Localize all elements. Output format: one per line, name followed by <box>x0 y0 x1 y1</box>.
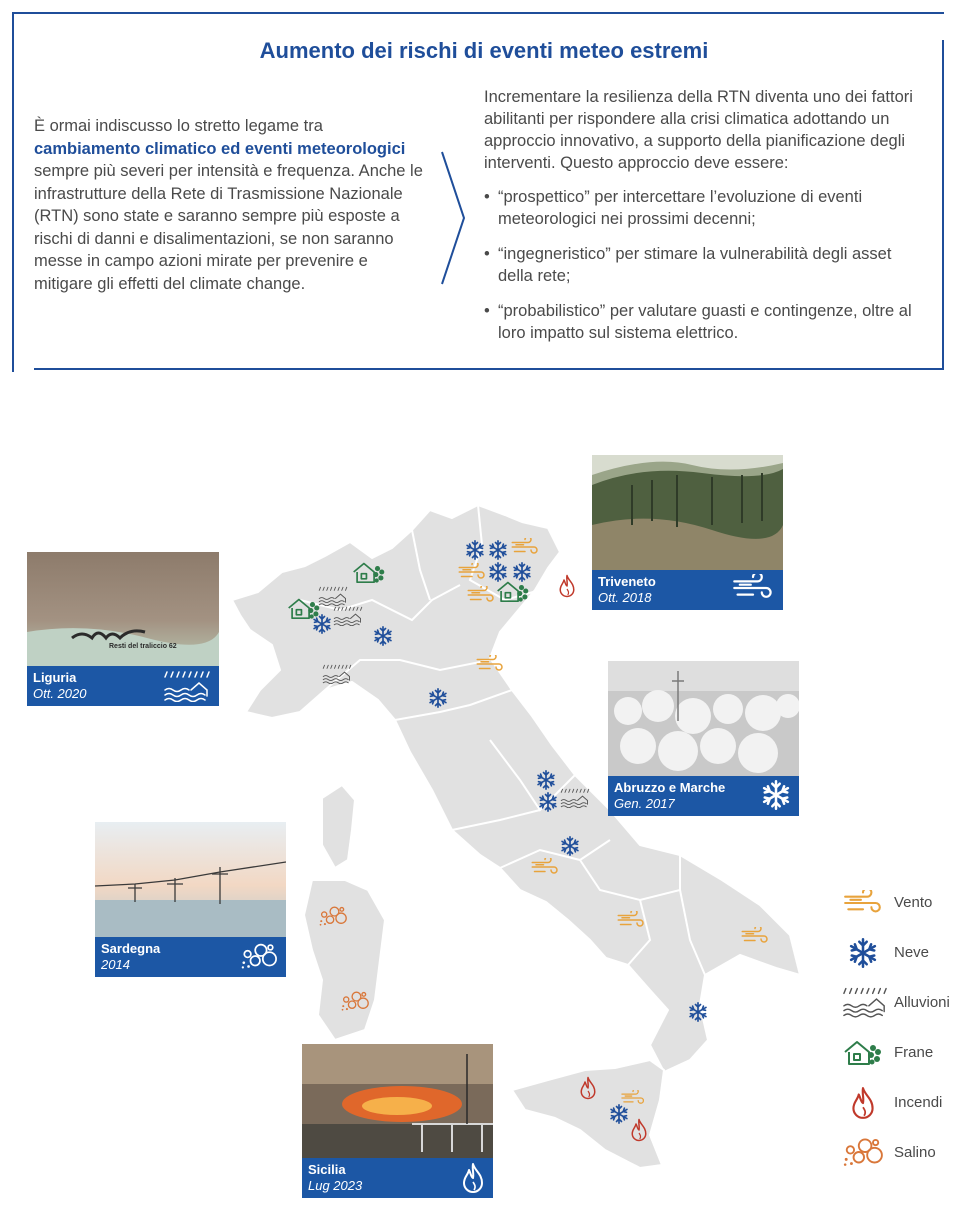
sardinia <box>304 880 385 1040</box>
event-date: Gen. 2017 <box>614 796 675 811</box>
approach-list <box>484 186 924 344</box>
legend-item-frane <box>842 1032 968 1072</box>
neve-icon <box>465 540 485 560</box>
neve-icon <box>761 780 791 810</box>
legend-label: Salino <box>894 1144 936 1161</box>
approach-bullet-ingegneristico: • “ingegneristico” per stimare la vulnerabilità degli asset della rete; <box>484 243 924 287</box>
salino-icon <box>340 990 370 1012</box>
vento-icon <box>731 574 775 602</box>
photo-caption-abruzzo-marche <box>608 776 799 816</box>
photo-card-liguria <box>27 552 219 706</box>
frane-icon <box>496 579 530 603</box>
legend-item-salino <box>842 1132 968 1172</box>
chevron-right-icon <box>438 148 468 288</box>
event-date: 2014 <box>101 957 130 972</box>
legend-label: Incendi <box>894 1094 943 1111</box>
legend-item-neve <box>842 932 968 972</box>
legend-item-vento <box>842 882 968 922</box>
event-place: Abruzzo e Marche <box>614 780 726 795</box>
salino-icon <box>842 1136 884 1168</box>
vento-icon <box>475 655 505 673</box>
neve-icon <box>848 938 878 968</box>
incendi-icon <box>579 1076 597 1100</box>
legend-label: Neve <box>894 944 930 961</box>
frame-line-bottom <box>34 368 944 370</box>
neve-icon <box>688 1002 708 1022</box>
page-title: Aumento dei rischi di eventi meteo estremi <box>259 38 709 63</box>
salino-icon <box>240 941 278 971</box>
vento-icon <box>510 538 540 556</box>
photo-caption-triveneto <box>592 570 783 610</box>
frane-icon <box>352 560 386 584</box>
photo-triveneto <box>592 455 783 570</box>
alluvioni-icon <box>318 586 348 606</box>
vento-icon <box>466 586 496 604</box>
incendi-icon <box>850 1086 876 1120</box>
photo-caption-sardegna <box>95 937 286 977</box>
event-place: Sardegna <box>101 941 161 956</box>
alluvioni-icon <box>163 670 211 702</box>
neve-icon <box>538 792 558 812</box>
neve-icon <box>609 1104 629 1124</box>
event-place: Triveneto <box>598 574 656 589</box>
alluvioni-icon <box>322 664 352 684</box>
photo-card-sicilia <box>302 1044 493 1198</box>
event-date: Ott. 2018 <box>598 590 652 605</box>
photo-card-triveneto <box>592 455 783 610</box>
vento-icon <box>530 858 560 876</box>
vento-icon <box>842 890 884 916</box>
photo-sardegna <box>95 822 286 937</box>
frame-line-top <box>12 12 944 14</box>
incendi-icon <box>461 1162 485 1194</box>
legend-label: Frane <box>894 1044 934 1061</box>
alluvioni-icon <box>842 986 888 1018</box>
neve-icon <box>373 626 393 646</box>
event-place: Sicilia <box>308 1162 346 1177</box>
photo-caption-sicilia <box>302 1158 493 1198</box>
approach-bullet-probabilistico: • “probabilistico” per valutare guasti e contingenze, oltre al loro impatto sul sistema elettrico. <box>484 300 924 344</box>
photo-label: Resti del traliccio 62 <box>109 643 177 650</box>
approach-bullet-prospettico: • “prospettico” per intercettare l’evoluzione di eventi meteorologici nei prossimi decenni; <box>484 186 924 230</box>
neve-icon <box>488 540 508 560</box>
approach-lead: Incrementare la resilienza della RTN diventa uno dei fattori abilitanti per rispondere alla crisi climatica adottando un approccio innovativo, a supporto della pianificazione degli interventi. Questo approccio deve essere: <box>484 88 913 172</box>
vento-icon <box>457 563 487 581</box>
vento-icon <box>740 927 770 945</box>
corsica <box>322 785 355 868</box>
photo-sicilia <box>302 1044 493 1159</box>
intro-text-start: È ormai indiscusso lo stretto legame tra <box>34 117 323 135</box>
vento-icon <box>616 911 646 929</box>
photo-caption-liguria <box>27 666 219 706</box>
photo-card-abruzzo-marche <box>608 661 799 816</box>
neve-icon <box>428 688 448 708</box>
photo-liguria <box>27 552 219 666</box>
photo-card-sardegna <box>95 822 286 977</box>
neve-icon <box>536 770 556 790</box>
salino-icon <box>318 905 348 927</box>
frane-icon <box>842 1038 884 1066</box>
approach-section <box>484 86 924 357</box>
frame-line-left <box>12 12 14 372</box>
incendi-icon <box>558 574 576 598</box>
incendi-icon <box>630 1118 648 1142</box>
neve-icon <box>560 836 580 856</box>
legend-item-incendi <box>842 1082 968 1122</box>
legend-label: Alluvioni <box>894 994 950 1011</box>
event-date: Ott. 2020 <box>33 686 87 701</box>
event-date: Lug 2023 <box>308 1178 363 1193</box>
legend-item-alluvioni <box>842 982 968 1022</box>
alluvioni-icon <box>333 606 363 626</box>
intro-highlight: cambiamento climatico ed eventi meteorologici <box>34 139 406 158</box>
vento-icon <box>620 1090 646 1106</box>
frame-line-right <box>942 40 944 370</box>
intro-text-end: sempre più severi per intensità e frequenza. Anche le infrastrutture della Rete di Trasmissione Nazionale (RTN) sono state e saranno sempre più esposte a rischi di danni e disalimentazioni, se non saranno messe in campo azioni mirate per prevenire e mitigare gli effetti del climate change. <box>34 162 423 293</box>
frane-icon <box>287 596 321 620</box>
alluvioni-icon <box>560 788 590 808</box>
intro-paragraph <box>34 115 424 295</box>
photo-abruzzo <box>608 661 799 776</box>
legend-label: Vento <box>894 894 933 911</box>
event-place: Liguria <box>33 670 77 685</box>
